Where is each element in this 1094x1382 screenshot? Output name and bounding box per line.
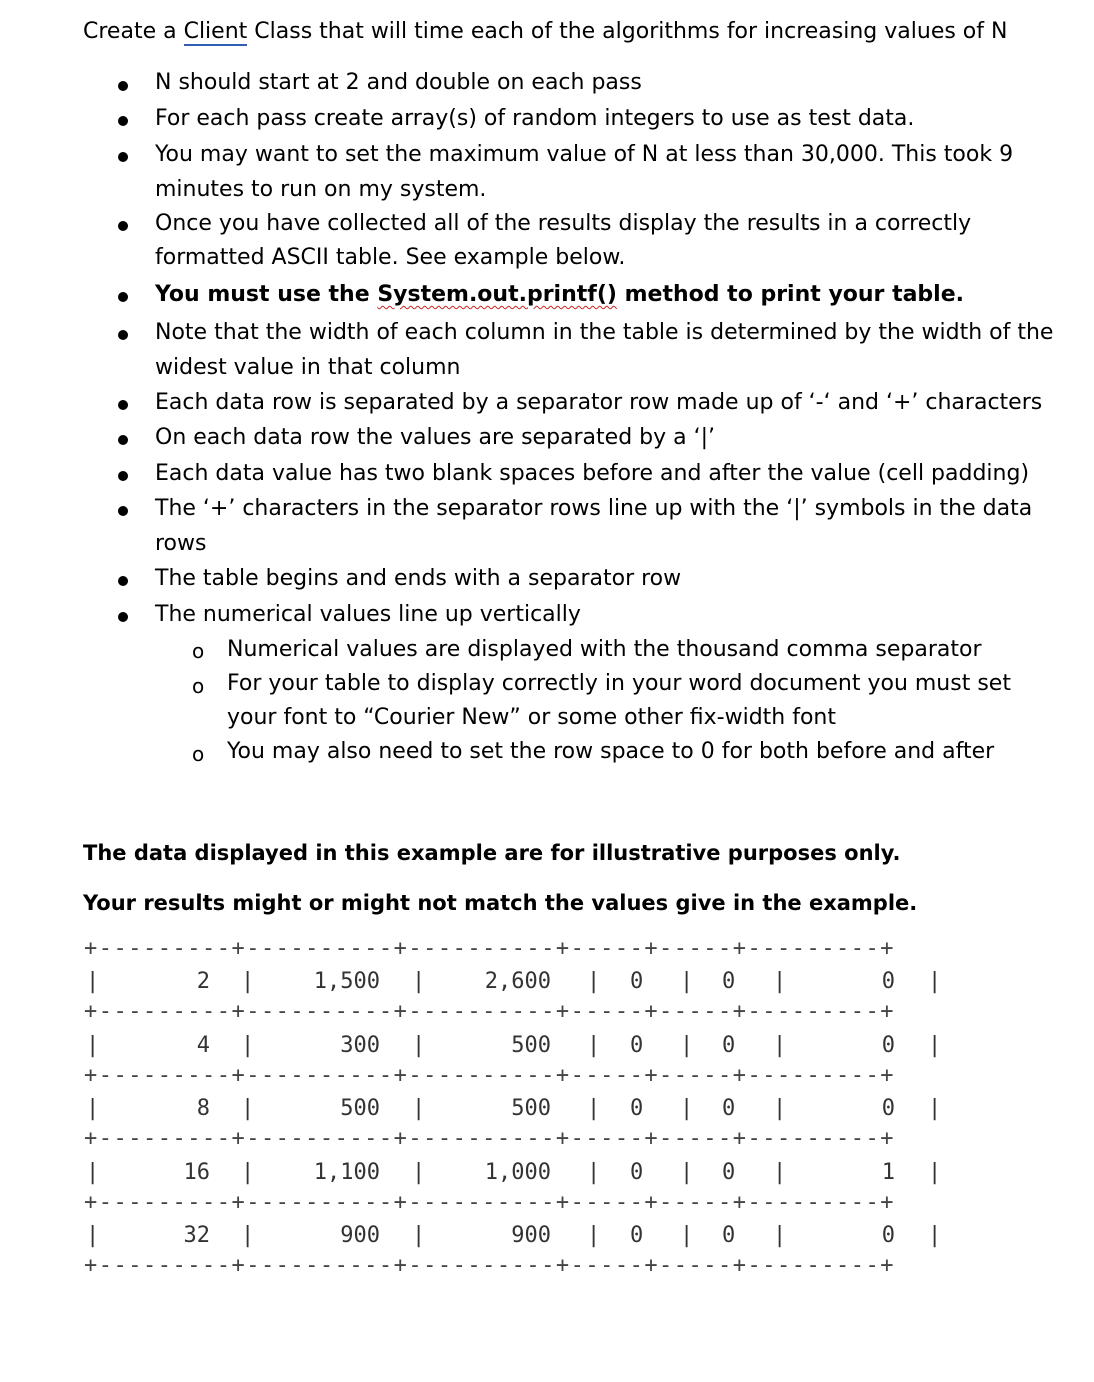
pipe: | (928, 969, 942, 994)
heading (83, 19, 1007, 44)
cell-value: 900 (340, 1223, 380, 1248)
pipe: | (928, 1223, 942, 1248)
separator-row: +---------+----------+----------+-----+-----+---------+ (84, 1190, 895, 1215)
cell-n: 16 (183, 1160, 210, 1185)
sub-list-item: You may also need to set the row space to 0 for both before and after (227, 739, 995, 764)
list-item: Each data value has two blank spaces before and after the value (cell padding) (155, 461, 1030, 486)
cell-value: 1,500 (313, 969, 380, 994)
separator-row: +---------+----------+----------+-----+-----+---------+ (84, 1126, 895, 1151)
cell-value: 1,000 (484, 1160, 551, 1185)
list-item: The ‘+’ characters in the separator rows line up with the ‘|’ symbols in the data (155, 496, 1033, 521)
cell-n: 8 (196, 1096, 210, 1121)
heading-prefix: Create a (83, 19, 184, 44)
bullet-dot (118, 400, 128, 410)
bullet-dot (118, 81, 128, 91)
bullet-dot (118, 330, 128, 340)
bullet-dot (118, 221, 128, 231)
cell-value: 0 (881, 969, 895, 994)
pipe: | (86, 1033, 100, 1058)
sub-list-item: Numerical values are displayed with the thousand comma separator (227, 637, 982, 662)
cell-value: 0 (722, 1096, 736, 1121)
list-item-bold (155, 282, 964, 307)
pipe: | (241, 1223, 255, 1248)
cell-value: 0 (722, 1033, 736, 1058)
cell-value: 0 (881, 1033, 895, 1058)
pipe: | (412, 969, 426, 994)
pipe: | (587, 1096, 601, 1121)
pipe: | (412, 1096, 426, 1121)
separator-row: +---------+----------+----------+-----+-----+---------+ (84, 999, 895, 1024)
pipe: | (412, 1223, 426, 1248)
separator-row: +---------+----------+----------+-----+-----+---------+ (84, 1063, 895, 1088)
list-item: For each pass create array(s) of random integers to use as test data. (155, 106, 915, 131)
pipe: | (928, 1033, 942, 1058)
bold-prefix: You must use the (155, 282, 378, 307)
list-item: On each data row the values are separated by a ‘|’ (155, 425, 716, 450)
pipe: | (412, 1033, 426, 1058)
cell-value: 1,100 (313, 1160, 380, 1185)
sub-list-item: For your table to display correctly in your word document you must set (227, 671, 1011, 696)
pipe: | (680, 1160, 694, 1185)
list-item: Note that the width of each column in the table is determined by the width of the (155, 320, 1054, 345)
pipe: | (587, 1033, 601, 1058)
bold-suffix: method to print your table. (616, 282, 964, 307)
pipe: | (241, 969, 255, 994)
printf-method: System.out.printf() (377, 282, 617, 307)
list-item-continued: formatted ASCII table. See example below. (155, 245, 626, 270)
cell-value: 0 (630, 1033, 644, 1058)
note-results: Your results might or might not match the values give in the example. (83, 891, 918, 915)
cell-value: 500 (340, 1096, 380, 1121)
pipe: | (412, 1160, 426, 1185)
pipe: | (587, 1223, 601, 1248)
cell-value: 1 (881, 1160, 895, 1185)
pipe: | (86, 1096, 100, 1121)
bullet-dot (118, 612, 128, 622)
pipe: | (773, 1033, 787, 1058)
cell-value: 900 (511, 1223, 551, 1248)
heading-suffix: Class that will time each of the algorithms for increasing values of N (247, 19, 1008, 44)
pipe: | (587, 969, 601, 994)
bullet-dot (118, 116, 128, 126)
cell-value: 0 (881, 1223, 895, 1248)
pipe: | (241, 1160, 255, 1185)
client-link[interactable]: Client (183, 19, 248, 44)
sub-bullet-marker: o (192, 639, 205, 663)
cell-value: 0 (630, 969, 644, 994)
bullet-dot (118, 152, 128, 162)
cell-value: 2,600 (484, 969, 551, 994)
cell-value: 300 (340, 1033, 380, 1058)
sub-bullet-marker: o (192, 674, 205, 698)
sub-list-item-continued: your font to “Courier New” or some other fix-width font (227, 705, 836, 730)
list-item: N should start at 2 and double on each pass (155, 70, 642, 95)
cell-value: 0 (630, 1223, 644, 1248)
bullet-dot (118, 506, 128, 516)
list-item: Once you have collected all of the results display the results in a correctly (155, 211, 972, 236)
list-item-continued: minutes to run on my system. (155, 177, 487, 202)
separator-row: +---------+----------+----------+-----+-----+---------+ (84, 1253, 895, 1278)
pipe: | (928, 1160, 942, 1185)
cell-value: 0 (630, 1096, 644, 1121)
note-illustrative: The data displayed in this example are for illustrative purposes only. (83, 841, 901, 865)
cell-value: 500 (511, 1033, 551, 1058)
cell-value: 0 (722, 1223, 736, 1248)
list-item: The numerical values line up vertically (155, 602, 581, 627)
cell-value: 0 (630, 1160, 644, 1185)
pipe: | (680, 1033, 694, 1058)
cell-n: 4 (196, 1033, 210, 1058)
cell-value: 500 (511, 1096, 551, 1121)
bullet-dot (118, 471, 128, 481)
cell-n: 32 (183, 1223, 210, 1248)
pipe: | (86, 1223, 100, 1248)
pipe: | (86, 1160, 100, 1185)
cell-value: 0 (881, 1096, 895, 1121)
list-item: The table begins and ends with a separator row (155, 566, 682, 591)
pipe: | (587, 1160, 601, 1185)
bullet-dot (118, 435, 128, 445)
pipe: | (241, 1033, 255, 1058)
cell-value: 0 (722, 1160, 736, 1185)
list-item-continued: widest value in that column (155, 355, 461, 380)
pipe: | (241, 1096, 255, 1121)
pipe: | (773, 1160, 787, 1185)
pipe: | (773, 1223, 787, 1248)
pipe: | (86, 969, 100, 994)
pipe: | (680, 1096, 694, 1121)
pipe: | (680, 1223, 694, 1248)
cell-value: 0 (722, 969, 736, 994)
pipe: | (680, 969, 694, 994)
pipe: | (773, 1096, 787, 1121)
list-item-continued: rows (155, 531, 207, 556)
list-item: You may want to set the maximum value of N at less than 30,000. This took 9 (155, 142, 1014, 167)
separator-row: +---------+----------+----------+-----+-----+---------+ (84, 936, 895, 961)
bullet-dot (118, 576, 128, 586)
list-item: Each data row is separated by a separator row made up of ‘-‘ and ‘+’ characters (155, 390, 1043, 415)
bullet-dot (118, 292, 128, 302)
pipe: | (773, 969, 787, 994)
pipe: | (928, 1096, 942, 1121)
cell-n: 2 (196, 969, 210, 994)
sub-bullet-marker: o (192, 742, 205, 766)
